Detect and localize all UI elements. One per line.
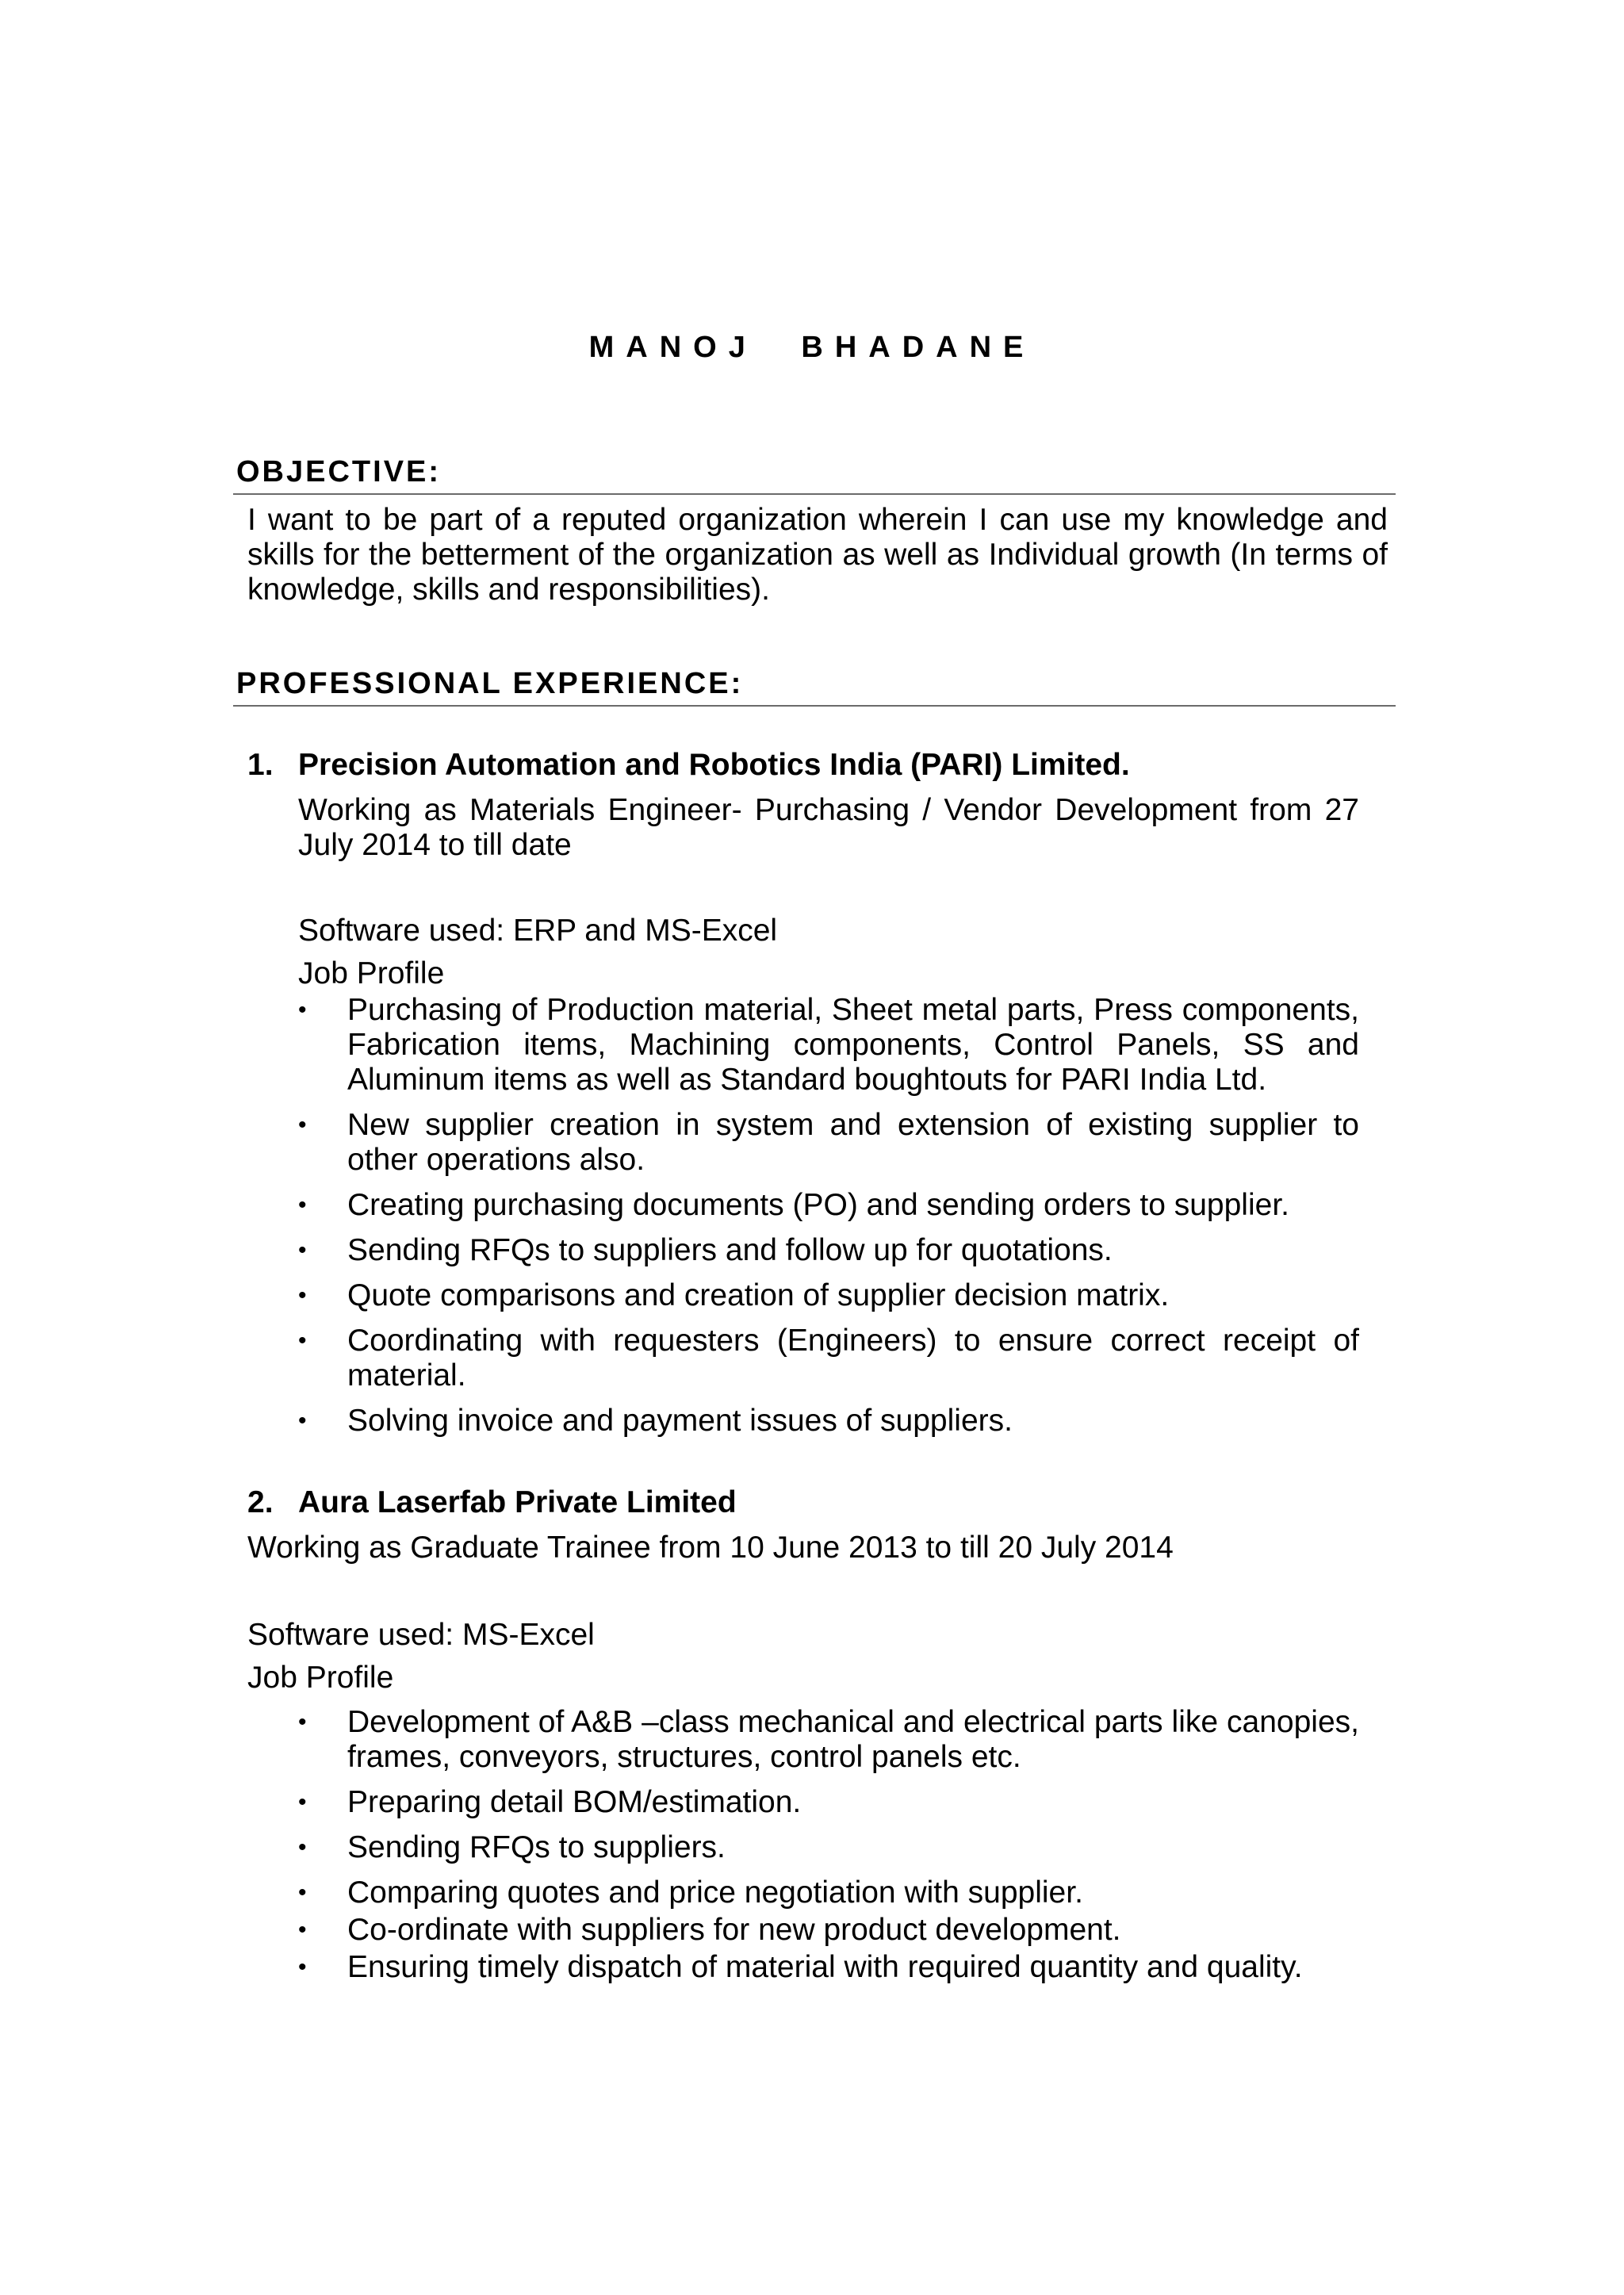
experience-divider — [233, 705, 1396, 707]
job-1-number: 1. — [247, 748, 274, 782]
list-item — [298, 1705, 1359, 1775]
list-item — [298, 1950, 1359, 1985]
bullet-icon: • — [298, 1112, 307, 1138]
duty-text: Ensuring timely dispatch of material with required quantity and quality. — [347, 1950, 1303, 1984]
duty-text: Sending RFQs to suppliers and follow up for quotations. — [347, 1233, 1113, 1267]
bullet-icon: • — [298, 1237, 307, 1263]
duty-text: Coordinating with requesters (Engineers) to ensure correct receipt of material. — [347, 1324, 1359, 1393]
experience-heading: PROFESSIONAL EXPERIENCE: — [236, 667, 744, 700]
job-2-number: 2. — [247, 1485, 274, 1519]
list-item — [298, 993, 1359, 1098]
bullet-icon: • — [298, 1192, 307, 1218]
duty-text: Quote comparisons and creation of supplier decision matrix. — [347, 1278, 1170, 1312]
bullet-icon: • — [298, 1917, 307, 1943]
duty-text: Comparing quotes and price negotiation with supplier. — [347, 1875, 1083, 1910]
list-item — [298, 1404, 1359, 1439]
job-2-software: Software used: MS-Excel — [247, 1618, 595, 1652]
duty-text: Creating purchasing documents (PO) and sending orders to supplier. — [347, 1188, 1289, 1222]
candidate-name: MANOJ BHADANE — [588, 331, 1036, 364]
job-1-company: Precision Automation and Robotics India (PARI) Limited. — [298, 748, 1130, 782]
job-2-role: Working as Graduate Trainee from 10 June 2013 to till 20 July 2014 — [247, 1531, 1174, 1565]
list-item — [298, 1324, 1359, 1393]
list-item — [298, 1188, 1359, 1223]
bullet-icon: • — [298, 1879, 307, 1906]
list-item — [298, 1108, 1359, 1178]
bullet-icon: • — [298, 1709, 307, 1735]
objective-heading: OBJECTIVE: — [236, 455, 442, 489]
bullet-icon: • — [298, 1282, 307, 1308]
bullet-icon: • — [298, 1328, 307, 1354]
bullet-icon: • — [298, 1789, 307, 1815]
job-1-software: Software used: ERP and MS-Excel — [298, 914, 778, 948]
bullet-icon: • — [298, 997, 307, 1023]
job-1-heading — [247, 748, 1130, 783]
job-2-duties — [298, 1705, 1359, 1985]
job-1-role: Working as Materials Engineer- Purchasing / Vendor Development from 27 July 2014 to till date — [298, 793, 1359, 862]
duty-text: Co-ordinate with suppliers for new product development. — [347, 1913, 1121, 1947]
bullet-icon: • — [298, 1408, 307, 1434]
list-item — [298, 1830, 1359, 1865]
duty-text: Solving invoice and payment issues of suppliers. — [347, 1404, 1013, 1438]
objective-text: I want to be part of a reputed organization wherein I can use my knowledge and skills for the betterment of the organization as well as Individual growth (In terms of knowledge, skills and responsibilities). — [247, 503, 1388, 607]
list-item — [298, 1233, 1359, 1268]
job-2-company: Aura Laserfab Private Limited — [298, 1485, 737, 1519]
duty-text: New supplier creation in system and extension of existing supplier to other operations also. — [347, 1108, 1359, 1177]
bullet-icon: • — [298, 1834, 307, 1860]
list-item — [298, 1278, 1359, 1313]
duty-text: Sending RFQs to suppliers. — [347, 1830, 726, 1864]
job-1-duties — [298, 993, 1359, 1439]
job-2-profile-label: Job Profile — [247, 1661, 394, 1695]
job-1-profile-label: Job Profile — [298, 956, 445, 990]
job-2-heading — [247, 1485, 737, 1520]
duty-text: Purchasing of Production material, Sheet metal parts, Press components, Fabrication items, Machining components, Control Panels, SS and Aluminum items as well as Standard boughtouts for PARI India Ltd. — [347, 993, 1359, 1097]
objective-divider — [233, 493, 1396, 495]
bullet-icon: • — [298, 1954, 307, 1980]
list-item — [298, 1913, 1359, 1948]
list-item — [298, 1785, 1359, 1820]
list-item — [298, 1875, 1359, 1910]
duty-text: Development of A&B –class mechanical and electrical parts like canopies, frames, conveyors, structures, control panels etc. — [347, 1705, 1359, 1774]
duty-text: Preparing detail BOM/estimation. — [347, 1785, 802, 1819]
